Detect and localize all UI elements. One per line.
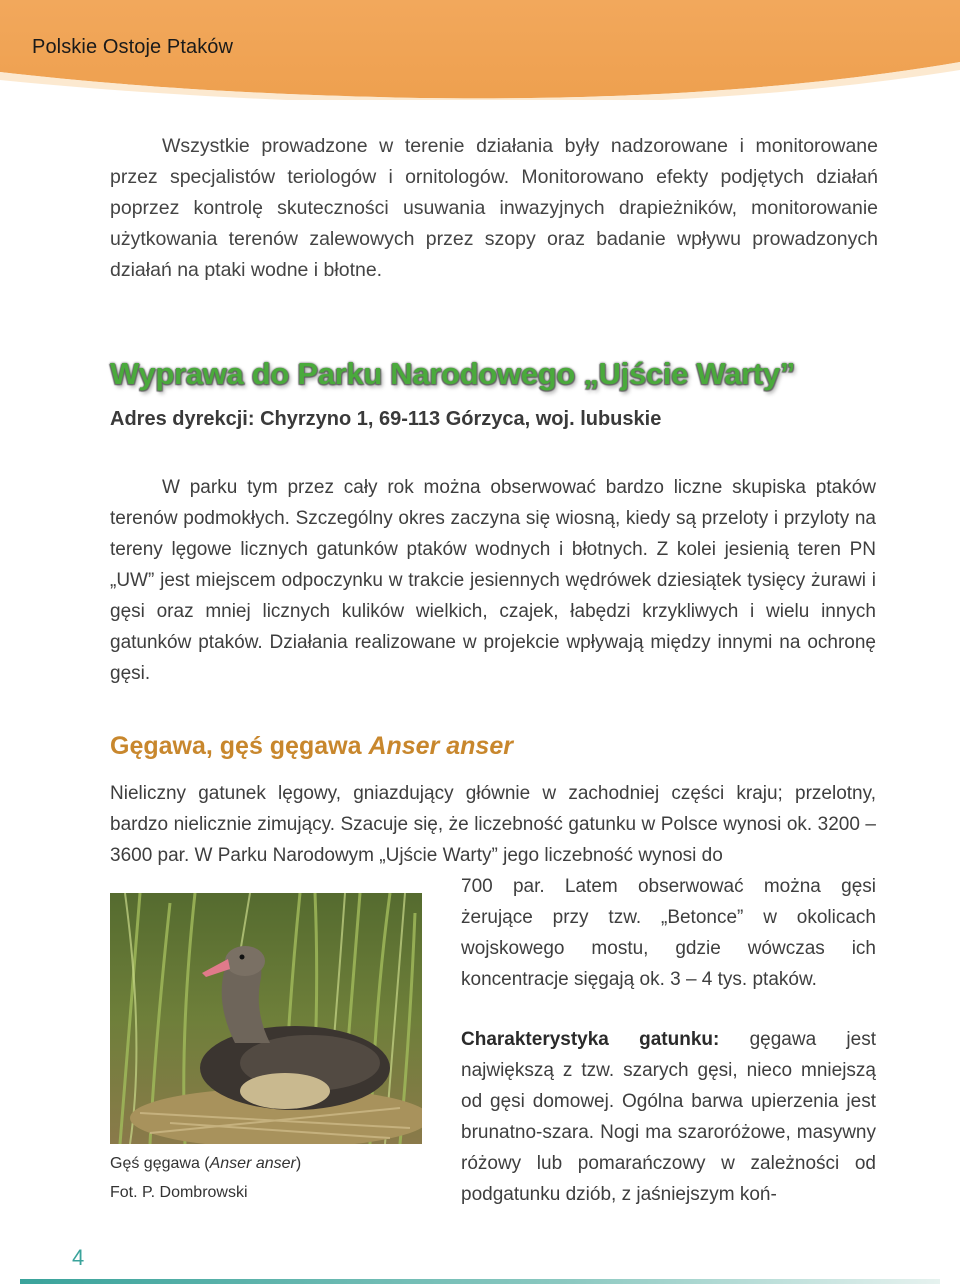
- photo-caption: Gęś gęgawa (Anser anser): [110, 1155, 302, 1172]
- species-latin-name: Anser anser: [368, 732, 513, 760]
- species-common-name: Gęgawa, gęś gęgawa: [110, 732, 369, 760]
- species-characteristics: [461, 1024, 876, 1210]
- footer-rule: [20, 1272, 940, 1278]
- running-header-title: Polskie Ostoje Ptaków: [32, 36, 234, 58]
- park-description: W parku tym przez cały rok można obserwować bardzo liczne skupiska ptaków terenów podmokłych. Szczególny okres zaczyna się wiosną, kiedy są przeloty i przyloty na tereny lęgowe licznych gatunków ptaków wodnych i błotnych. Z kolei jesienią teren PN „UW” jest miejscem odpoczynku w trakcie jesiennych wędrówek dziesiątek tysięcy żurawi i gęsi oraz mniej licznych kulików wielkich, czajek, łabędzi krzykliwych i wielu innych gatunków ptaków. Działania realizowane w projekcie wpływają między innymi na ochronę gęsi.: [110, 477, 876, 684]
- characteristics-text: gęgawa jest największą z tzw. szarych gęsi, nieco mniejszą od gęsi domowej. Ogólna barwa upierzenia jest brunatno-szara. Nogi ma szaroróżowe, masywny różowy lub pomarańczowy w zależności od podgatunku dziób, z jaśniejszym koń-: [461, 1029, 876, 1205]
- goose-illustration: [110, 893, 422, 1144]
- header-band: [0, 0, 960, 100]
- characteristics-label: Charakterystyka gatunku:: [461, 1029, 720, 1050]
- section-title: Wyprawa do Parku Narodowego „Ujście Warty”: [110, 356, 796, 391]
- photo-credit: Fot. P. Dombrowski: [110, 1184, 248, 1201]
- park-address: Adres dyrekcji: Chyrzyno 1, 69-113 Górzyca, woj. lubuskie: [110, 408, 662, 430]
- greylag-goose-photo: [110, 893, 422, 1144]
- species-description-continued: 700 par. Latem obserwować można gęsi żerujące przy tzw. „Betonce” w okolicach wojskowego mostu, gdzie wówczas ich koncentracje sięgają ok. 3 – 4 tys. ptaków.: [461, 876, 876, 990]
- species-title: [110, 732, 513, 761]
- intro-paragraph: Wszystkie prowadzone w terenie działania były nadzorowane i monitorowane przez specjalistów teriologów i ornitologów. Monitorowano efekty podjętych działań poprzez kontrolę skuteczności usuwania inwazyjnych drapieżników, monitorowanie użytkowania terenów zalewowych przez szopy oraz badanie wpływu prowadzonych działań na ptaki wodne i błotne.: [110, 135, 878, 281]
- species-description: Nieliczny gatunek lęgowy, gniazdujący głównie w zachodniej części kraju; przelotny, bardzo nielicznie zimujący. Szacuje się, że liczebność gatunku w Polsce wynosi ok. 3200 – 3600 par. W Parku Narodowym „Ujście Warty” jego liczebność wynosi do: [110, 783, 876, 866]
- page-number: 4: [72, 1245, 85, 1270]
